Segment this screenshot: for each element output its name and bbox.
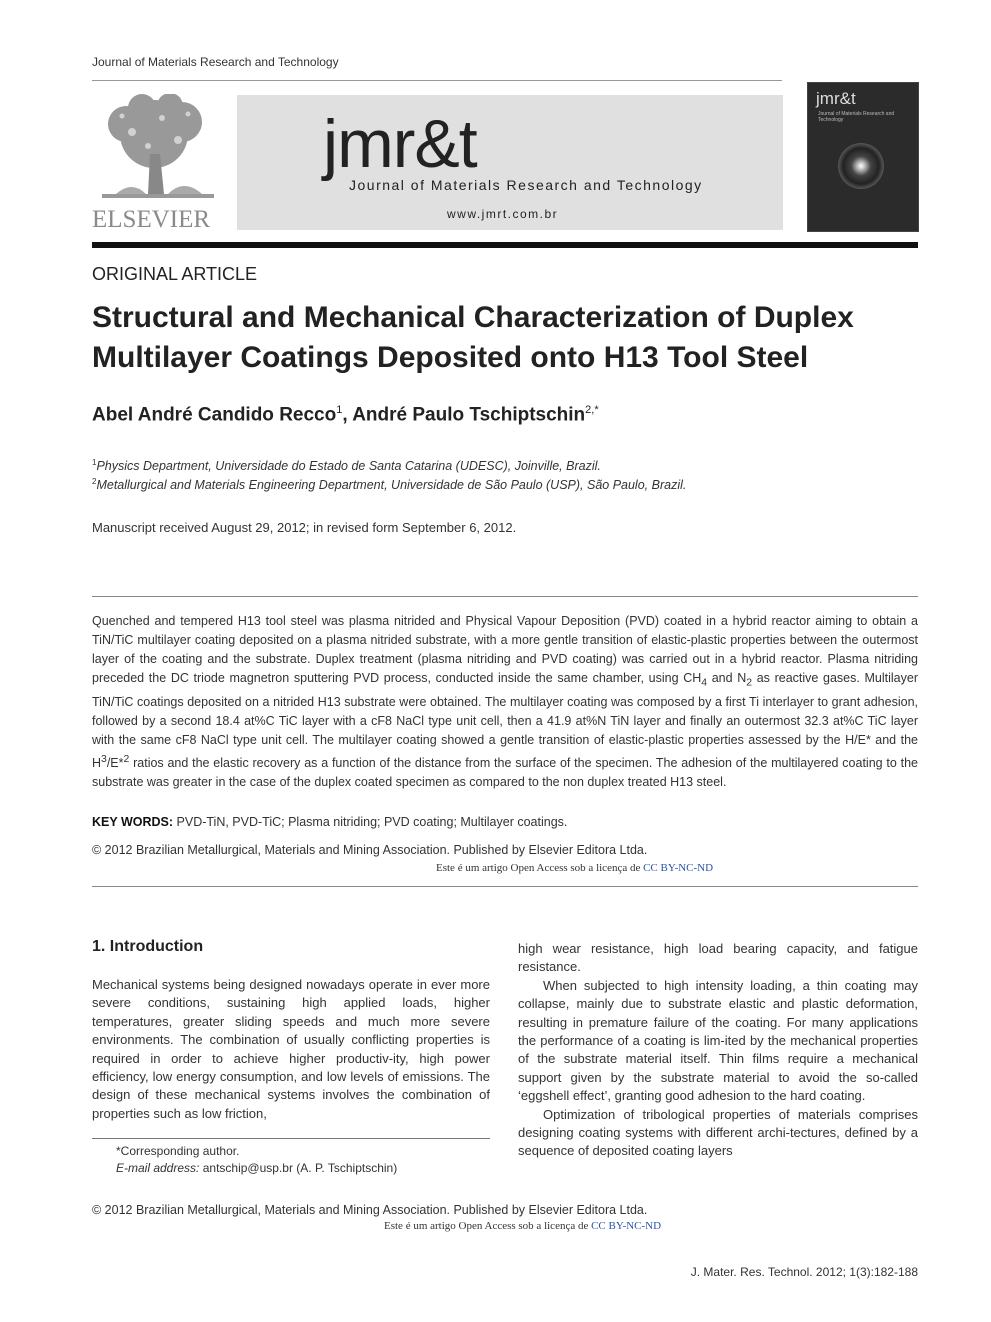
journal-running-title: Journal of Materials Research and Technology <box>92 55 339 69</box>
open-access-notice: Este é um artigo Open Access sob a licença de CC BY-NC-ND <box>436 862 714 874</box>
affiliation-2: $^2$Metallurgical and Materials Engineering Department, Universidade de São Paulo (USP), São Paulo, Brazil. <box>92 477 687 493</box>
paragraph: When subjected to high intensity loading, a thin coating may collapse, mainly due to substrate elastic and plastic deformation, resulting in premature failure of the coating. For many applications the performance of a coating is lim-ited by the mechanical properties of the substrate material itself. Thin films require a mechanical support given by the substrate material to avoid the so-called ‘eggshell effect’, granting good adhesion to the hard coating. <box>518 977 918 1104</box>
body-column-right <box>518 940 918 1161</box>
footer-copyright: © 2012 Brazilian Metallurgical, Materials and Mining Association. Published by Elsevier Editora Ltda. <box>92 1203 648 1217</box>
email-footnote: E-mail address: antschip@usp.br (A. P. Tschiptschin) <box>116 1161 398 1175</box>
footnote-rule <box>92 1138 490 1139</box>
copyright-notice: © 2012 Brazilian Metallurgical, Materials and Mining Association. Published by Elsevier Editora Ltda. <box>92 843 648 857</box>
jmrt-logo: jmr&t <box>323 106 477 182</box>
citation-footer: J. Mater. Res. Technol. 2012; 1(3):182-188 <box>690 1265 918 1279</box>
author-list: Abel André Candido Recco$^1$, André Paulo Tschiptschin$^{2,*}$ <box>92 404 599 426</box>
email-address[interactable]: antschip@usp.br (A. P. Tschiptschin) <box>202 1161 398 1175</box>
paragraph: Mechanical systems being designed nowadays operate in ever more severe conditions, sustaining high applied loads, higher temperatures, greater sliding speeds and much more severe environments. The combination of usually conflicting properties is required in order to achieve higher productiv-ity, high power efficiency, low energy consumption, and low levels of emissions. The design of these mechanical systems involves the combination of properties such as low friction, <box>92 977 490 1121</box>
abstract-bottom-rule <box>92 886 918 887</box>
corresponding-author-note: *Corresponding author. <box>116 1144 240 1158</box>
paragraph: high wear resistance, high load bearing capacity, and fatigue resistance. <box>518 941 918 975</box>
header-rule <box>92 80 782 81</box>
article-type-label: ORIGINAL ARTICLE <box>92 264 258 284</box>
section-heading-introduction: 1. Introduction <box>92 938 204 955</box>
abstract-top-rule <box>92 596 918 597</box>
paragraph: Optimization of tribological properties of materials comprises designing coating systems with different archi-tectures, defined by a sequence of deposited coating layers <box>518 1106 918 1159</box>
manuscript-dates: Manuscript received August 29, 2012; in revised form September 6, 2012. <box>92 520 517 535</box>
journal-banner <box>237 95 783 230</box>
keywords-label: KEY WORDS: <box>92 815 174 829</box>
elsevier-wordmark: ELSEVIER <box>92 206 211 233</box>
keywords-list: PVD-TiN, PVD-TiC; Plasma nitriding; PVD coating; Multilayer coatings. <box>176 815 568 829</box>
header-thick-rule <box>92 242 918 248</box>
cover-title: jmr&t <box>816 89 856 108</box>
journal-cover-thumbnail <box>807 82 919 232</box>
keywords <box>92 815 567 829</box>
cover-image <box>838 143 884 189</box>
footer-open-access: Este é um artigo Open Access sob a licença de CC BY-NC-ND <box>384 1220 662 1232</box>
author-superscript: 2,* <box>585 404 599 416</box>
article-title: Structural and Mechanical Characterization of Duplex Multilayer Coatings Deposited onto H13 Tool Steel <box>92 301 854 374</box>
license-link[interactable]: CC BY-NC-ND <box>643 862 714 874</box>
author-superscript: 1 <box>336 404 343 416</box>
affiliation-1: $^1$Physics Department, Universidade do Estado de Santa Catarina (UDESC), Joinville, Brazil. <box>92 458 601 474</box>
journal-url[interactable]: www.jmrt.com.br <box>447 207 559 221</box>
author-name[interactable]: Abel André Candido Recco <box>92 404 337 426</box>
footer-license-link[interactable]: CC BY-NC-ND <box>591 1220 662 1232</box>
body-column-left <box>92 976 490 1123</box>
abstract-text: Quenched and tempered H13 tool steel was plasma nitrided and Physical Vapour Deposition (PVD) coated in a hybrid reactor aiming to obtain a TiN/TiC multilayer coating deposited on a plasma nitrided substrate, with a more gentle transition of elastic-plastic properties between the outermost layer of the coating and the substrate. Duplex treatment (plasma nitriding and PVD coating) was carried out in a hybrid reactor. Plasma nitriding preceded the DC triode magnetron sputtering PVD process, conducted inside the same chamber, using $CH_4$ and $N_2$ as reactive gases. Multilayer TiN/TiC coatings deposited on a nitrided H13 substrate were obtained. The multilayer coating was composed by a first Ti interlayer to grant adhesion, followed by a second 18.4 at%C TiC layer with a cF8 NaCl type unit cell, then a 41.9 at%N TiN layer and finally an outermost 32.3 at%C TiC layer with the same cF8 NaCl type unit cell. The multilayer coating showed a gentle transition of elastic-plastic properties assessed by the H/E* and the $H^3/E*^2$ ratios and the elastic recovery as a function of the distance from the surface of the specimen. The adhesion of the multilayered coating to the substrate was greater in the case of the duplex coated specimen as compared to the non duplex treated H13 steel. <box>92 614 918 790</box>
author-name[interactable]: André Paulo Tschiptschin <box>352 404 586 426</box>
cover-text: Journal of Materials Research and Technology <box>818 111 895 123</box>
banner-subtitle: Journal of Materials Research and Technology <box>349 177 703 193</box>
